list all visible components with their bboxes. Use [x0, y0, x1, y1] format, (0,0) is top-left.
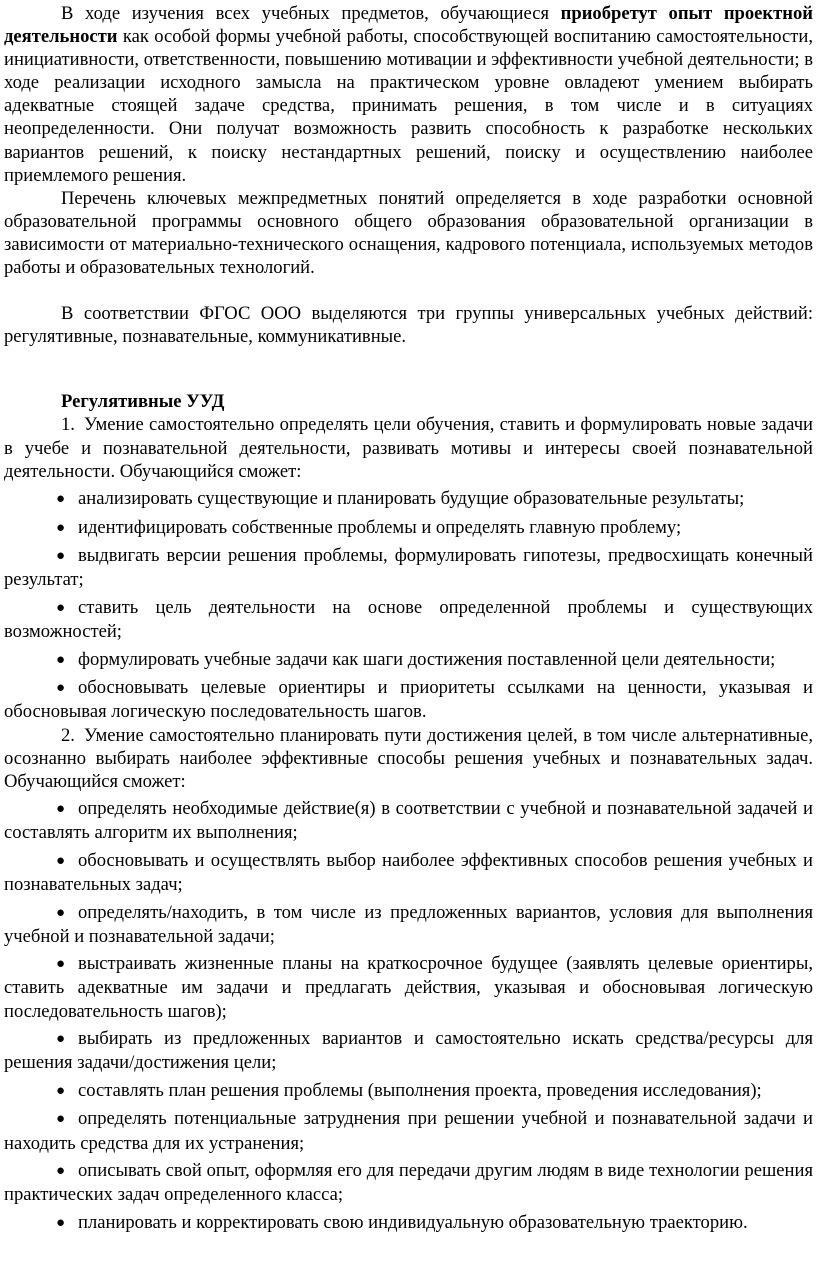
- bullet-list-1: [4, 487, 813, 723]
- bullet-icon: ●: [56, 680, 66, 697]
- bullet-icon: ●: [56, 651, 66, 668]
- intro-paragraph-1: [4, 2, 813, 187]
- intro-paragraph-3: В соответствии ФГОС ООО выделяются три группы универсальных учебных действий: регулятивные, познавательные, коммуникативные.: [4, 303, 813, 348]
- bullet-icon: ●: [56, 1031, 66, 1048]
- list-item-text: определять/находить, в том числе из предложенных вариантов, условия для выполнения учебной и познавательной задачи;: [4, 901, 813, 947]
- intro-p1-start: В ходе изучения всех учебных предметов, обучающиеся: [61, 3, 561, 24]
- list-item: [4, 544, 813, 591]
- list-item-text: ставить цель деятельности на основе определенной проблемы и существующих возможностей;: [4, 597, 813, 643]
- bullet-icon: ●: [56, 548, 66, 565]
- numbered-item-1: [4, 413, 813, 482]
- intro-paragraph-2: Перечень ключевых межпредметных понятий определяется в ходе разработки основной образовательной программы основного общего образования образовательной организации в зависимости от материально-технического оснащения, кадрового потенциала, используемых методов работы и образовательных технологий.: [4, 187, 813, 279]
- list-item: [4, 849, 813, 896]
- list-item-text: определять необходимые действие(я) в соответствии с учебной и познавательной задачей и составлять алгоритм их выполнения;: [4, 798, 813, 844]
- list-item-text: обосновывать целевые ориентиры и приоритеты ссылками на ценности, указывая и обосновывая логическую последовательность шагов.: [4, 677, 813, 723]
- item-text: Умение самостоятельно определять цели обучения, ставить и формулировать новые задачи в учебе и познавательной деятельности, развивать мотивы и интересы своей познавательной деятельности. Обучающийся сможет:: [4, 414, 813, 482]
- bullet-icon: ●: [56, 904, 66, 921]
- bullet-icon: ●: [56, 956, 66, 973]
- list-item: [4, 1159, 813, 1206]
- list-item-text: формулировать учебные задачи как шаги достижения поставленной цели деятельности;: [78, 648, 776, 670]
- list-item: [4, 952, 813, 1022]
- list-item: [4, 1027, 813, 1074]
- intro-p1-rest: как особой формы учебной работы, способствующей воспитанию самостоятельности, инициативности, ответственности, повышению мотивации и эффективности учебной деятельности; в ходе реализации исходного замысла на практическом уровне овладеют умением выбирать адекватные стоящей задаче средства, принимать решения, в том числе и в ситуациях неопределенности. Они получат возможность развить способность к разработке нескольких вариантов решений, к поиску нестандартных решений, поиску и осуществлению наиболее приемлемого решения.: [4, 26, 813, 186]
- bullet-icon: ●: [56, 1214, 66, 1231]
- list-item: [4, 487, 813, 511]
- list-item: [4, 648, 813, 672]
- spacer: [4, 348, 813, 382]
- list-item-text: выбирать из предложенных вариантов и самостоятельно искать средства/ресурсы для решения задачи/достижения цели;: [4, 1028, 813, 1074]
- list-item: [4, 1079, 813, 1103]
- list-item: [4, 676, 813, 723]
- bullet-icon: ●: [56, 1111, 66, 1128]
- item-text: Умение самостоятельно планировать пути достижения целей, в том числе альтернативные, осознанно выбирать наиболее эффективные способы решения учебных и познавательных задач. Обучающийся сможет:: [4, 724, 813, 792]
- intro-p1-bold: приобретут опыт проектной деятельности: [4, 3, 814, 48]
- list-item-text: определять потенциальные затруднения при решении учебной и познавательной задачи и находить средства для их устранения;: [4, 1108, 813, 1154]
- section-heading: Регулятивные УУД: [61, 391, 225, 413]
- bullet-icon: ●: [56, 1163, 66, 1180]
- list-item: [4, 901, 813, 948]
- list-item-text: анализировать существующие и планировать будущие образовательные результаты;: [78, 488, 745, 510]
- bullet-list-2: [4, 797, 813, 1235]
- list-item-text: выстраивать жизненные планы на краткосрочное будущее (заявлять целевые ориентиры, ставить адекватные им задачи и предлагать действия, указывая и обосновывая логическую последовательность шагов);: [4, 953, 813, 1022]
- bullet-icon: ●: [56, 491, 66, 508]
- list-item: [4, 1107, 813, 1154]
- bullet-icon: ●: [56, 519, 66, 536]
- bullet-icon: ●: [56, 801, 66, 818]
- list-item: [4, 596, 813, 643]
- numbered-item-2: [4, 724, 813, 793]
- item-number: 1.: [61, 414, 75, 436]
- list-item-text: составлять план решения проблемы (выполнения проекта, проведения исследования);: [78, 1079, 762, 1101]
- bullet-icon: ●: [56, 1082, 66, 1099]
- bullet-icon: ●: [56, 853, 66, 869]
- list-item-text: выдвигать версии решения проблемы, формулировать гипотезы, предвосхищать конечный результат;: [4, 545, 813, 591]
- list-item: [4, 516, 813, 540]
- list-item-text: идентифицировать собственные проблемы и определять главную проблему;: [78, 516, 682, 538]
- list-item-text: описывать свой опыт, оформляя его для передачи другим людям в виде технологии решения практических задач определенного класса;: [4, 1160, 813, 1206]
- item-number: 2.: [61, 724, 75, 746]
- bullet-icon: ●: [56, 600, 66, 617]
- list-item: [4, 797, 813, 844]
- spacer: [4, 279, 813, 302]
- list-item: [4, 1211, 813, 1235]
- list-item-text: обосновывать и осуществлять выбор наиболее эффективных способов решения учебных и познавательных задач;: [4, 850, 813, 896]
- list-item-text: планировать и корректировать свою индивидуальную образовательную траекторию.: [78, 1211, 748, 1233]
